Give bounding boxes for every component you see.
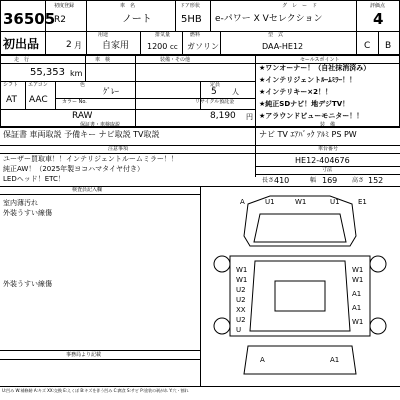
recycle-unit: 円	[246, 113, 253, 121]
damage-mark: A	[240, 198, 245, 206]
equipment: ナビ TV ｴｱﾊﾞｯｸ ｱﾙﾐ PS PW	[259, 130, 357, 139]
car-name: ノート	[122, 14, 152, 25]
shift-label: シフト	[3, 82, 19, 88]
dimensions-label: 寸法	[322, 167, 333, 173]
special-note-line: LEDヘッド！ETC！	[3, 175, 65, 183]
body-color: ｸﾞﾚｰ	[103, 87, 119, 96]
inspector-note: 室内薄汚れ	[3, 199, 38, 207]
displacement: 1200	[147, 42, 168, 51]
color-no-label: カラー No.	[62, 99, 87, 105]
remarks-label: 事務局より記載	[66, 352, 102, 358]
sales-point-item: ★アラウンドビューモニター！！	[259, 112, 364, 120]
era: R2	[54, 15, 66, 25]
damage-mark: U1	[265, 198, 275, 206]
first-listing-badge: 初出品	[3, 37, 40, 51]
damage-mark: U2	[236, 316, 246, 324]
inspector-label: 検査員記入欄	[72, 187, 103, 193]
sales-point-label: セールスポイント	[300, 57, 340, 63]
sales-point-item: ★インテリキー×2！！	[259, 88, 333, 96]
vehicle-check-label: 車 検	[95, 57, 111, 63]
lot-number: 36505	[3, 10, 56, 28]
door-shape-label: ドア形状	[180, 3, 200, 9]
damage-mark: W1	[352, 266, 364, 274]
color-number: RAW	[72, 111, 93, 121]
fuel: ガソリン	[187, 42, 219, 51]
special-notes-label: 注意事項	[108, 146, 129, 152]
legend-footer: U:凹み W:補修跡 A:キズ XX:交換 E:えくぼ B:キズを伴う凹み C:腐食 S:サビ P:塗装の剥がれ Y:穴・割れ	[2, 388, 189, 393]
score: 4	[373, 10, 384, 28]
length: 410	[274, 176, 290, 185]
reg-month-unit: 月	[74, 41, 82, 50]
score-interior: C	[364, 41, 371, 51]
shift: AT	[6, 95, 17, 105]
height: 152	[368, 176, 384, 185]
grade: e-パワー X Vセレクション	[215, 14, 323, 24]
inspector-note: 外装うすい線傷	[3, 209, 52, 217]
seats: 5	[211, 87, 217, 97]
damage-mark: A1	[352, 290, 362, 298]
damage-mark: W1	[236, 266, 248, 274]
inspector-note: 外装うすい線傷	[3, 280, 52, 288]
model-label: 型 式	[268, 32, 284, 38]
damage-mark: W1	[352, 318, 364, 326]
equipment-label: 装 備	[320, 122, 336, 128]
grade-label: グ レ ー ド	[282, 3, 318, 9]
fuel-label: 燃料	[190, 32, 201, 38]
width: 169	[322, 176, 338, 185]
damage-mark: A1	[352, 304, 362, 312]
model-code: DAA-HE12	[262, 42, 304, 51]
sales-point-item: ★インテリジェントﾙｰﾑﾐﾗｰ！！	[259, 76, 357, 84]
length-label: 長さ	[262, 177, 275, 184]
damage-mark: W1	[295, 198, 307, 206]
recycle-fee: 8,190	[210, 111, 236, 121]
mileage-unit: km	[70, 69, 83, 78]
mileage-label: 走 行	[14, 57, 30, 63]
docs-included: 保証書 車両取説 予備キー ナビ取説 TV取説	[3, 130, 160, 139]
score-exterior: B	[385, 41, 392, 51]
door-shape: 5HB	[181, 14, 202, 25]
usage: 自家用	[102, 41, 130, 51]
seats-label: 定員	[210, 82, 221, 88]
score-label: 評価点	[370, 3, 386, 9]
displacement-unit: cc	[170, 43, 178, 51]
seats-unit: 人	[232, 88, 239, 96]
damage-mark: XX	[236, 306, 246, 314]
height-label: 高さ	[352, 177, 365, 184]
special-note-line: ユーザー買取車！！インテリジェントルームミラー！！	[3, 155, 178, 163]
recycle-label: リサイクル預託金	[195, 99, 235, 105]
usage-label: 用途	[98, 32, 109, 38]
damage-mark: U2	[236, 286, 246, 294]
damage-mark: U2	[236, 296, 246, 304]
first-reg-label: 初度登録	[54, 3, 75, 9]
chassis-number: HE12-404676	[295, 156, 350, 165]
damage-mark: A1	[330, 356, 340, 364]
air-conditioning: AAC	[29, 95, 48, 105]
sales-point-item: ★純正SDナビ！地デジTV！	[259, 100, 350, 108]
sales-point-item: ★ワンオーナー！（自社抹消済み）	[259, 64, 371, 72]
damage-mark: U	[236, 326, 242, 334]
docs-label: 保証書・車検取説	[80, 122, 121, 128]
displacement-label: 排気量	[155, 32, 171, 38]
reg-month: 2	[66, 40, 72, 50]
spec-label: 装備・その他	[160, 57, 191, 63]
ac-label: エアコン	[28, 82, 48, 88]
damage-diagram	[200, 186, 400, 391]
color-label: 色	[80, 82, 86, 88]
special-note-line: 純正AW！（2025年製ヨコハマタイヤ付き）	[3, 165, 145, 173]
damage-mark: W1	[236, 276, 248, 284]
damage-mark: A	[260, 356, 265, 364]
width-label: 幅	[310, 177, 317, 184]
damage-mark: W1	[352, 276, 364, 284]
car-name-label: 車 名	[120, 3, 136, 9]
damage-mark: E1	[358, 198, 367, 206]
damage-mark: U1	[330, 198, 340, 206]
chassis-label: 車台番号	[318, 146, 339, 152]
mileage: 55,353	[30, 67, 65, 78]
